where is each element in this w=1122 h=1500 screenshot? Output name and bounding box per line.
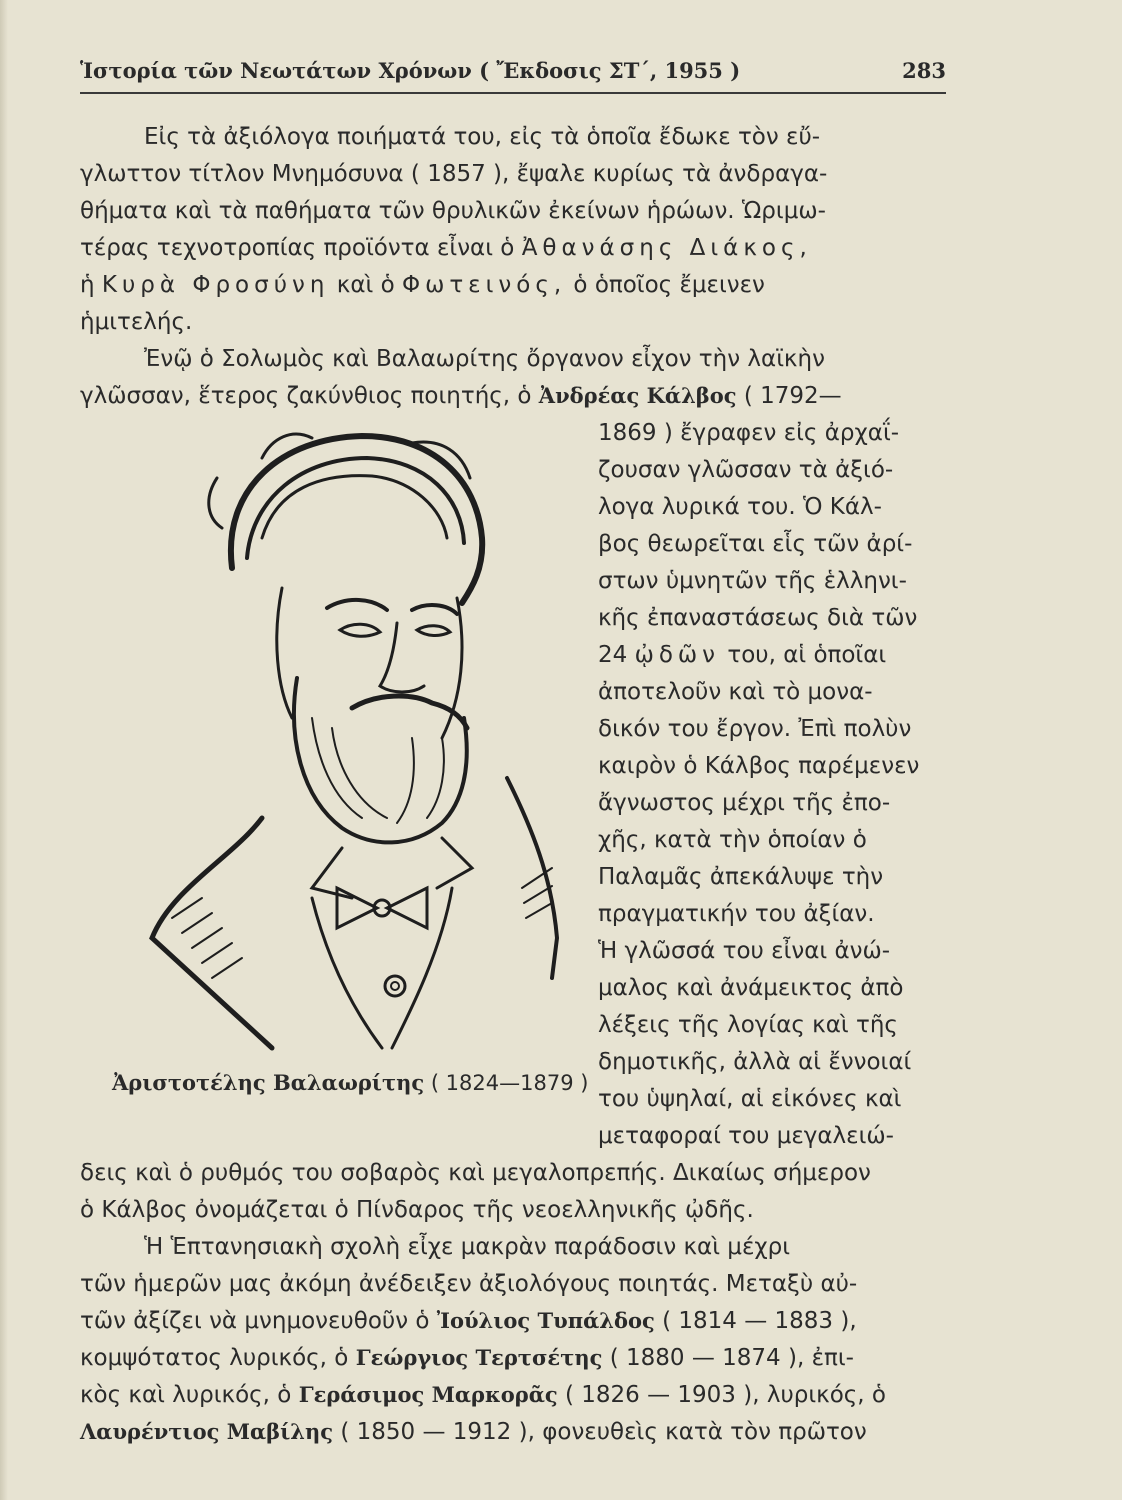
text-line: μεταφοραί του μεγαλειώ- (598, 1123, 894, 1149)
text-line: τῶν ἡμερῶν μας ἀκόμη ἀνέδειξεν ἀξιολόγους ποιητάς. Μεταξὺ αὐ- (80, 1271, 858, 1297)
page-number: 283 (902, 58, 946, 83)
text-line: πραγματικήν του ἀξίαν. (598, 901, 875, 927)
text-line: τέρας τεχνοτροπίας προϊόντα εἶναι ὁ Ἀθανάσης Διάκος, (80, 235, 812, 261)
text-line: Ἡ Ἑπτανησιακὴ σχολὴ εἶχε μακρὰν παράδοσιν καὶ μέχρι (144, 1234, 791, 1260)
text-line: κομψότατος λυρικός, ὁ Γεώργιος Τερτσέτης ( 1880 — 1874 ), ἐπι- (80, 1345, 854, 1371)
text-line: ἄγνωστος μέχρι τῆς ἐπο- (598, 790, 891, 816)
text-line: κὸς καὶ λυρικός, ὁ Γεράσιμος Μαρκορᾶς ( 1826 — 1903 ), λυρικός, ὁ (80, 1382, 886, 1408)
header-title: Ἱστορία τῶν Νεωτάτων Χρόνων ( Ἔκδοσις ΣΤ΄, 1955 ) (80, 58, 741, 83)
page-edge (0, 0, 8, 1500)
header-rule (80, 92, 946, 94)
portrait-engraving (112, 418, 582, 1058)
text-line: λογα λυρικά του. Ὁ Κάλ- (598, 494, 882, 520)
text-line: γλωττον τίτλον Μνημόσυνα ( 1857 ), ἔψαλε κυρίως τὰ ἀνδραγα- (80, 161, 828, 187)
text-line: δικόν του ἔργον. Ἐπὶ πολὺν (598, 716, 912, 742)
text-line: Παλαμᾶς ἀπεκάλυψε τὴν (598, 864, 884, 890)
text-line: καιρὸν ὁ Κάλβος παρέμενεν (598, 753, 920, 779)
text-line: 1869 ) ἔγραφεν εἰς ἀρχαΐ- (598, 420, 900, 446)
text-line: ἀποτελοῦν καὶ τὸ μονα- (598, 679, 873, 705)
text-line: 24 ᾠδῶν του, αἱ ὁποῖαι (598, 642, 887, 668)
text-line: θήματα καὶ τὰ παθήματα τῶν θρυλικῶν ἐκείνων ἡρώων. Ὡριμω- (80, 198, 826, 224)
portrait-caption: Ἀριστοτέλης Βαλαωρίτης ( 1824—1879 ) (112, 1070, 589, 1095)
text-line: στων ὑμνητῶν τῆς ἑλληνι- (598, 568, 907, 594)
text-line: χῆς, κατὰ τὴν ὁποίαν ὁ (598, 827, 867, 853)
text-line: δημοτικῆς, ἀλλὰ αἱ ἔννοιαί (598, 1049, 912, 1075)
text-line: Εἰς τὰ ἀξιόλογα ποιήματά του, εἰς τὰ ὁποῖα ἔδωκε τὸν εὔ- (144, 124, 821, 150)
text-line: του ὑψηλαί, αἱ εἰκόνες καὶ (598, 1086, 902, 1112)
text-line: Ἐνῷ ὁ Σολωμὸς καὶ Βαλαωρίτης ὄργανον εἶχον τὴν λαϊκὴν (144, 346, 825, 372)
text-line: λέξεις τῆς λογίας καὶ τῆς (598, 1012, 898, 1038)
text-line: ἡ Κυρὰ Φροσύνη καὶ ὁ Φωτεινός, ὁ ὁποῖος ἔμεινεν (80, 272, 765, 298)
text-line: γλῶσσαν, ἕτερος ζακύνθιος ποιητής, ὁ Ἀνδρέας Κάλβος ( 1792— (80, 383, 842, 409)
text-line: κῆς ἐπαναστάσεως διὰ τῶν (598, 605, 918, 631)
running-header (80, 58, 946, 90)
text-line: ζουσαν γλῶσσαν τὰ ἀξιό- (598, 457, 894, 483)
text-line: Ἡ γλῶσσά του εἶναι ἀνώ- (598, 938, 891, 964)
text-line: μαλος καὶ ἀνάμεικτος ἀπὸ (598, 975, 904, 1001)
text-line: τῶν ἀξίζει νὰ μνημονευθοῦν ὁ Ἰούλιος Τυπάλδος ( 1814 — 1883 ), (80, 1308, 857, 1334)
text-line: ἡμιτελής. (80, 309, 193, 335)
text-line: δεις καὶ ὁ ρυθμός του σοβαρὸς καὶ μεγαλοπρεπής. Δικαίως σήμερον (80, 1160, 871, 1186)
text-line: ὁ Κάλβος ὀνομάζεται ὁ Πίνδαρος τῆς νεοελληνικῆς ᾠδῆς. (80, 1197, 754, 1223)
text-line: Λαυρέντιος Μαβίλης ( 1850 — 1912 ), φονευθεὶς κατὰ τὸν πρῶτον (80, 1419, 867, 1445)
text-line: βος θεωρεῖται εἷς τῶν ἀρί- (598, 531, 913, 557)
